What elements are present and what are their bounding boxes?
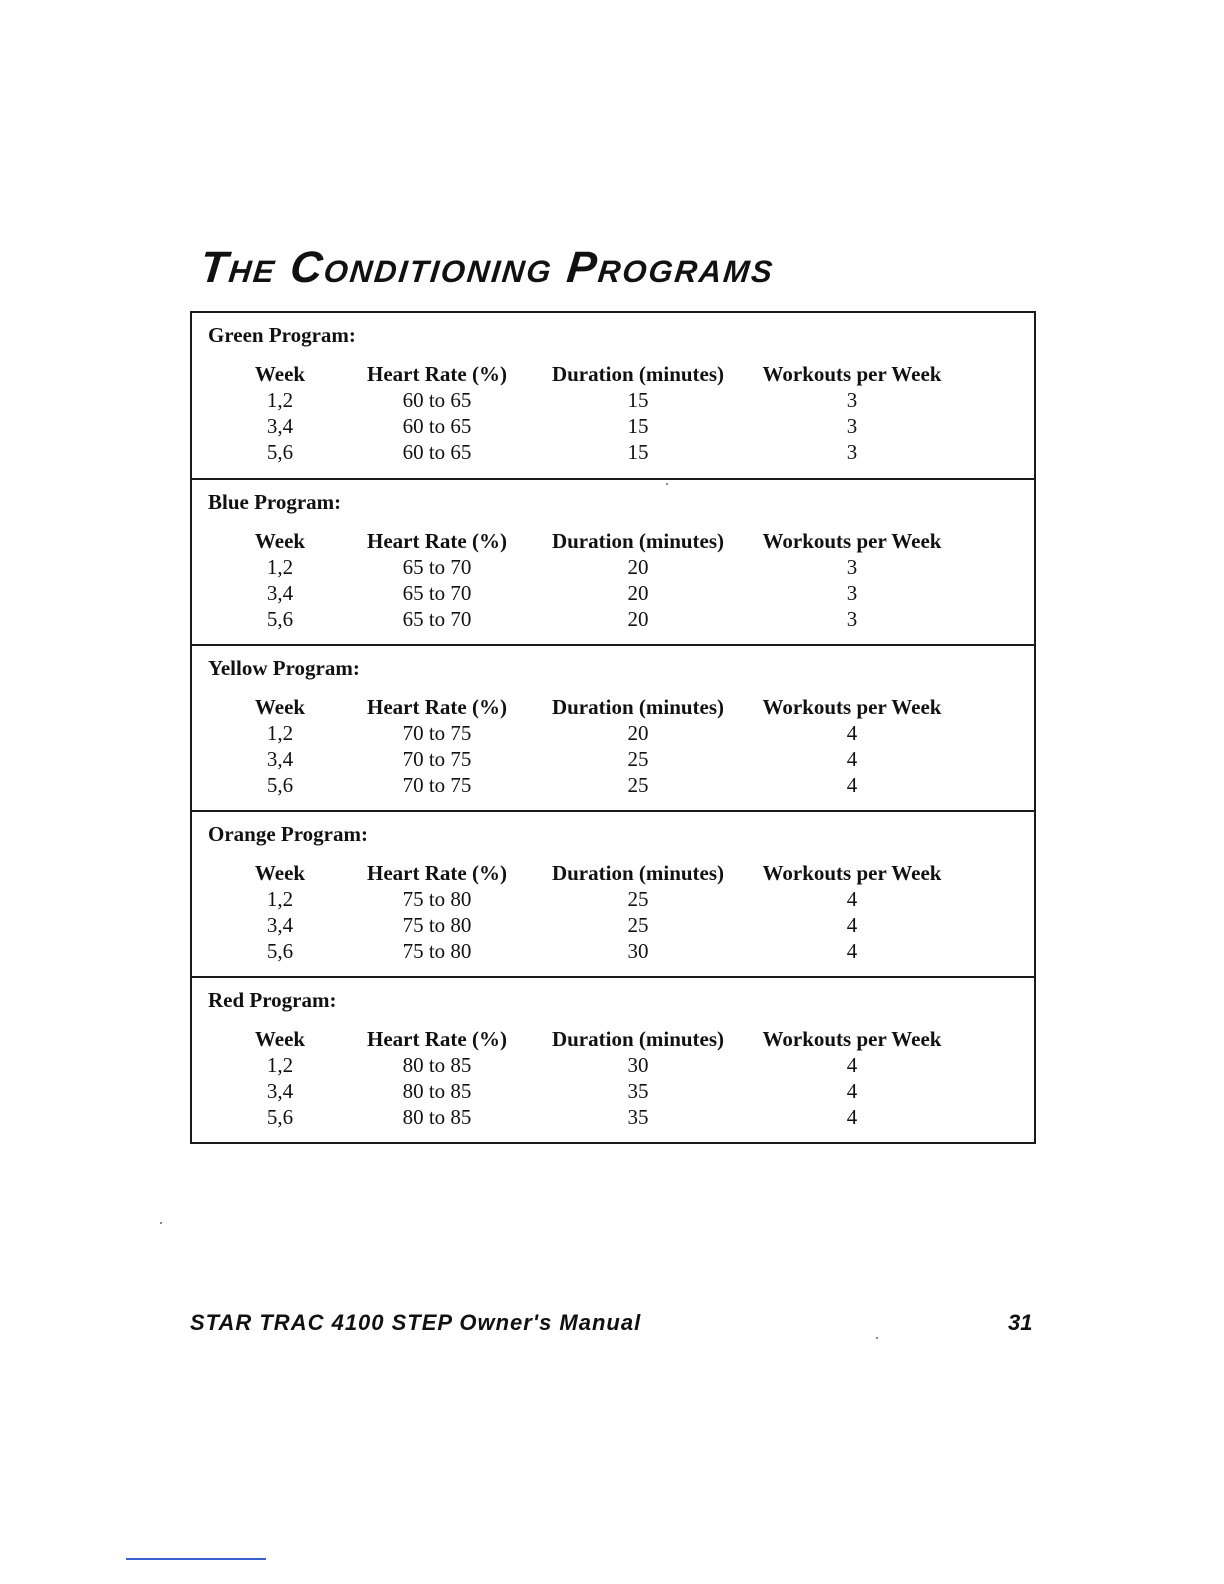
program-name: Green Program: xyxy=(208,323,356,347)
table-row xyxy=(192,772,1034,798)
scan-edge-line xyxy=(126,1558,266,1560)
column-header-duration: Duration (minutes) xyxy=(551,362,725,386)
column-header-week: Week xyxy=(254,1027,306,1051)
program-section-green xyxy=(192,313,1034,478)
cell-duration: 25 xyxy=(627,913,649,937)
program-table xyxy=(192,361,1034,465)
cell-workouts: 4 xyxy=(846,1105,858,1129)
cell-week: 1,2 xyxy=(266,1053,294,1077)
table-row xyxy=(192,413,1034,439)
cell-workouts: 3 xyxy=(846,581,858,605)
column-header-workouts: Workouts per Week xyxy=(762,1027,942,1051)
cell-heart-rate: 80 to 85 xyxy=(402,1079,472,1103)
table-header-row xyxy=(192,860,1034,886)
cell-workouts: 3 xyxy=(846,555,858,579)
table-row xyxy=(192,938,1034,964)
table-row xyxy=(192,580,1034,606)
cell-workouts: 3 xyxy=(846,607,858,631)
table-row xyxy=(192,1104,1034,1130)
table-row xyxy=(192,1052,1034,1078)
column-header-heart-rate: Heart Rate (%) xyxy=(367,1027,507,1051)
cell-heart-rate: 65 to 70 xyxy=(402,555,472,579)
program-name: Blue Program: xyxy=(208,490,342,514)
cell-heart-rate: 80 to 85 xyxy=(402,1105,472,1129)
program-table xyxy=(192,860,1034,964)
page-number: 31 xyxy=(1008,1310,1033,1335)
cell-week: 3,4 xyxy=(266,581,294,605)
table-row xyxy=(192,554,1034,580)
column-header-workouts: Workouts per Week xyxy=(762,861,942,885)
scan-speck xyxy=(876,1337,878,1339)
cell-heart-rate: 60 to 65 xyxy=(402,414,472,438)
cell-week: 5,6 xyxy=(266,1105,294,1129)
cell-week: 3,4 xyxy=(266,1079,294,1103)
scan-speck xyxy=(666,483,668,485)
table-row xyxy=(192,912,1034,938)
cell-week: 5,6 xyxy=(266,607,294,631)
cell-week: 5,6 xyxy=(266,440,294,464)
cell-duration: 25 xyxy=(627,773,649,797)
program-section-blue xyxy=(192,478,1034,644)
cell-workouts: 4 xyxy=(846,1079,858,1103)
cell-workouts: 4 xyxy=(846,1053,858,1077)
program-table xyxy=(192,1026,1034,1130)
cell-duration: 25 xyxy=(627,747,649,771)
cell-workouts: 4 xyxy=(846,747,858,771)
cell-duration: 35 xyxy=(627,1079,649,1103)
column-header-heart-rate: Heart Rate (%) xyxy=(367,695,507,719)
cell-heart-rate: 75 to 80 xyxy=(402,939,472,963)
column-header-week: Week xyxy=(254,695,306,719)
column-header-duration: Duration (minutes) xyxy=(551,695,725,719)
cell-workouts: 4 xyxy=(846,773,858,797)
table-row xyxy=(192,606,1034,632)
page-title: The Conditioning Programs xyxy=(197,243,778,292)
cell-duration: 35 xyxy=(627,1105,649,1129)
cell-duration: 15 xyxy=(627,440,649,464)
program-table xyxy=(192,694,1034,798)
table-row xyxy=(192,720,1034,746)
column-header-week: Week xyxy=(254,529,306,553)
cell-workouts: 3 xyxy=(846,414,858,438)
cell-workouts: 4 xyxy=(846,721,858,745)
program-name: Red Program: xyxy=(208,988,337,1012)
column-header-heart-rate: Heart Rate (%) xyxy=(367,861,507,885)
cell-workouts: 4 xyxy=(846,939,858,963)
cell-heart-rate: 70 to 75 xyxy=(402,721,472,745)
footer-manual-title: STAR TRAC 4100 STEP Owner's Manual xyxy=(190,1310,642,1335)
column-header-workouts: Workouts per Week xyxy=(762,529,942,553)
cell-duration: 30 xyxy=(627,939,649,963)
column-header-duration: Duration (minutes) xyxy=(551,1027,725,1051)
cell-duration: 15 xyxy=(627,388,649,412)
cell-heart-rate: 70 to 75 xyxy=(402,747,472,771)
cell-duration: 20 xyxy=(627,607,649,631)
program-name: Yellow Program: xyxy=(208,656,360,680)
table-header-row xyxy=(192,694,1034,720)
column-header-duration: Duration (minutes) xyxy=(551,861,725,885)
cell-heart-rate: 65 to 70 xyxy=(402,607,472,631)
column-header-workouts: Workouts per Week xyxy=(762,695,942,719)
cell-week: 5,6 xyxy=(266,939,294,963)
scan-speck xyxy=(160,1222,162,1224)
table-row xyxy=(192,886,1034,912)
cell-workouts: 3 xyxy=(846,388,858,412)
column-header-heart-rate: Heart Rate (%) xyxy=(367,529,507,553)
cell-week: 5,6 xyxy=(266,773,294,797)
column-header-week: Week xyxy=(254,362,306,386)
cell-week: 3,4 xyxy=(266,414,294,438)
program-table xyxy=(192,528,1034,632)
cell-week: 1,2 xyxy=(266,388,294,412)
table-header-row xyxy=(192,528,1034,554)
cell-week: 1,2 xyxy=(266,555,294,579)
cell-duration: 25 xyxy=(627,887,649,911)
cell-heart-rate: 60 to 65 xyxy=(402,388,472,412)
cell-duration: 20 xyxy=(627,555,649,579)
table-header-row xyxy=(192,1026,1034,1052)
programs-table xyxy=(190,311,1036,1144)
table-row xyxy=(192,387,1034,413)
cell-week: 1,2 xyxy=(266,721,294,745)
cell-heart-rate: 70 to 75 xyxy=(402,773,472,797)
table-row xyxy=(192,439,1034,465)
column-header-heart-rate: Heart Rate (%) xyxy=(367,362,507,386)
program-section-orange xyxy=(192,810,1034,976)
program-name: Orange Program: xyxy=(208,822,368,846)
table-row xyxy=(192,746,1034,772)
cell-duration: 20 xyxy=(627,581,649,605)
cell-heart-rate: 60 to 65 xyxy=(402,440,472,464)
program-section-yellow xyxy=(192,644,1034,810)
column-header-workouts: Workouts per Week xyxy=(762,362,942,386)
cell-workouts: 4 xyxy=(846,887,858,911)
cell-duration: 15 xyxy=(627,414,649,438)
cell-duration: 20 xyxy=(627,721,649,745)
cell-heart-rate: 75 to 80 xyxy=(402,913,472,937)
cell-week: 3,4 xyxy=(266,913,294,937)
column-header-week: Week xyxy=(254,861,306,885)
table-row xyxy=(192,1078,1034,1104)
cell-duration: 30 xyxy=(627,1053,649,1077)
cell-heart-rate: 75 to 80 xyxy=(402,887,472,911)
column-header-duration: Duration (minutes) xyxy=(551,529,725,553)
cell-heart-rate: 65 to 70 xyxy=(402,581,472,605)
table-header-row xyxy=(192,361,1034,387)
cell-workouts: 3 xyxy=(846,440,858,464)
cell-workouts: 4 xyxy=(846,913,858,937)
cell-heart-rate: 80 to 85 xyxy=(402,1053,472,1077)
cell-week: 1,2 xyxy=(266,887,294,911)
cell-week: 3,4 xyxy=(266,747,294,771)
program-section-red xyxy=(192,976,1034,1142)
